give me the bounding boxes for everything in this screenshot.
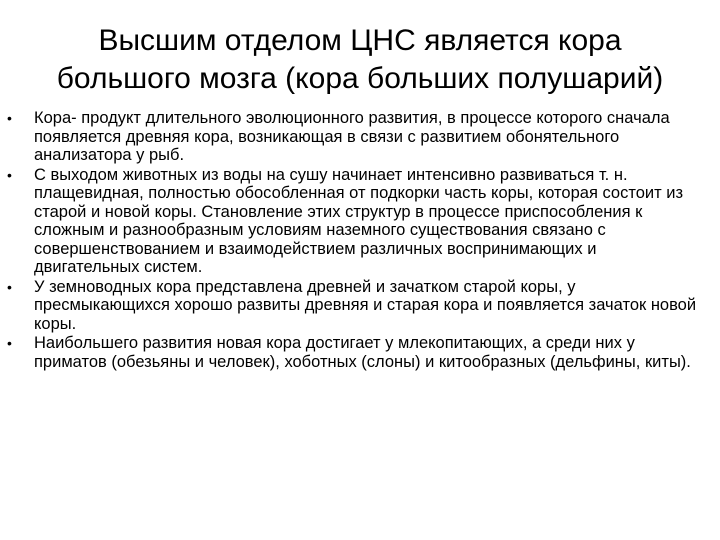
bullet-list [0, 109, 720, 371]
bullet-icon: • [7, 166, 12, 183]
bullet-icon: • [7, 110, 12, 126]
bullet-text: У земноводных кора представлена древней и зачатком старой коры, у пресмыкающихся хорошо развиты древняя и старая кора и появляется зачаток новой коры. [34, 277, 697, 333]
bullet-text: С выходом животных из воды на сушу начинает интенсивно развиваться т. н. плащевидная, полностью обособленная от подкорки часть коры, которая состоит из старой и новой коры. Становление этих структур в процессе приспособления к сложным и разнообразным условиям наземного существования связано с совершенствованием и взаимодействием различных воспринимающих и двигательных систем. [34, 165, 684, 276]
bullet-item-2 [0, 166, 720, 277]
bullet-item-3 [0, 278, 720, 334]
bullet-icon: • [7, 278, 12, 295]
bullet-item-4 [0, 334, 720, 371]
title-line-1: Высшим отделом ЦНС является кора [98, 24, 622, 57]
slide-title [30, 22, 690, 98]
bullet-text: Кора- продукт длительного эволюционного развития, в процессе которого сначала появляется древняя кора, возникающая в связи с развитием обонятельного анализатора у рыб. [34, 109, 670, 164]
bullet-item-1 [0, 109, 720, 165]
bullet-icon: • [7, 335, 12, 351]
title-line-2: большого мозга (кора больших полушарий) [56, 62, 664, 95]
bullet-text: Наибольшего развития новая кора достигает у млекопитающих, а среди них у приматов (обезьяны и человек), хоботных (слоны) и китообразных (дельфины, киты). [34, 334, 691, 371]
